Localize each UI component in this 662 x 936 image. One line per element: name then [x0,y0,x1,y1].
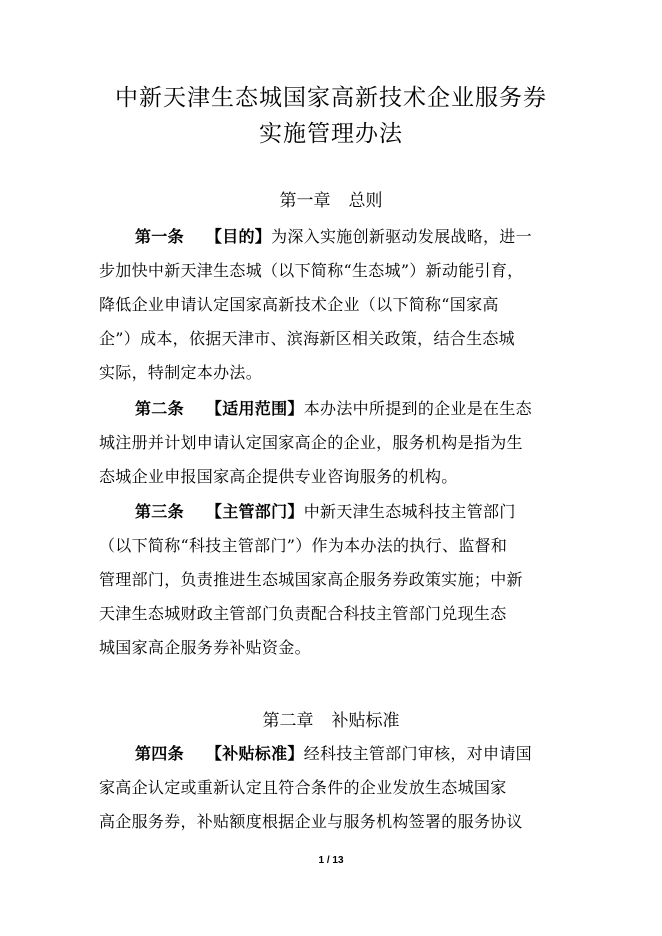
article-number: 第三条 [135,502,184,521]
article-text: 为深入实施创新驱动发展战略，进一 [271,227,532,246]
article-text: （以下简称“科技主管部门”）作为本办法的执行、监督和 [99,536,508,555]
article-text: 本办法中所提到的企业是在生态 [303,399,532,418]
article-paragraph [99,392,567,494]
article-paragraph [99,220,567,390]
chapter-name: 总则 [348,191,383,211]
article-text: 态城企业申报国家高企提供专业咨询服务的机构。 [99,467,458,486]
chapter-name: 补贴标准 [331,711,400,731]
article-tag: 【适用范围】 [205,399,304,418]
chapter-number: 第一章 [279,191,331,211]
article-tag: 【补贴标准】 [205,744,304,763]
document-title-line1: 中新天津生态城国家高新技术企业服务券 [115,85,547,111]
article-text: 经科技主管部门审核，对申请国 [303,744,532,763]
article-paragraph [99,737,567,839]
article-text: 城注册并计划申请认定国家高企的企业，服务机构是指为生 [99,433,523,452]
chapter-heading [0,710,662,732]
article-number: 第四条 [135,744,184,763]
article-tag: 【目的】 [205,227,272,246]
article-text: 管理部门，负责推进生态城国家高企服务券政策实施；中新 [99,570,523,589]
article-text: 中新天津生态城科技主管部门 [303,502,516,521]
article-text: 高企服务券，补贴额度根据企业与服务机构签署的服务协议 [99,812,523,831]
page-indicator: 1 / 13 [318,855,344,866]
article-paragraph [99,495,567,665]
article-first-line [99,220,567,254]
article-text: 步加快中新天津生态城（以下简称“生态城”）新动能引育， [99,261,524,280]
article-text: 天津生态城财政主管部门负责配合科技主管部门兑现生态 [99,604,507,623]
article-text: 家高企认定或重新认定且符合条件的企业发放生态城国家 [99,778,507,797]
article-tag: 【主管部门】 [205,502,304,521]
article-text: 降低企业申请认定国家高新技术企业（以下简称“国家高 [99,295,499,314]
article-first-line [99,495,567,529]
chapter-heading [0,190,662,212]
article-text: 城国家高企服务券补贴资金。 [99,638,311,657]
chapter-number: 第二章 [262,711,314,731]
article-text: 企”）成本，依据天津市、滨海新区相关政策，结合生态城 [99,329,515,348]
article-text: 实际，特制定本办法。 [99,363,263,382]
article-number: 第一条 [135,227,184,246]
article-number: 第二条 [135,399,184,418]
article-first-line [99,392,567,426]
document-title-line2: 实施管理办法 [259,121,403,147]
article-first-line [99,737,567,771]
